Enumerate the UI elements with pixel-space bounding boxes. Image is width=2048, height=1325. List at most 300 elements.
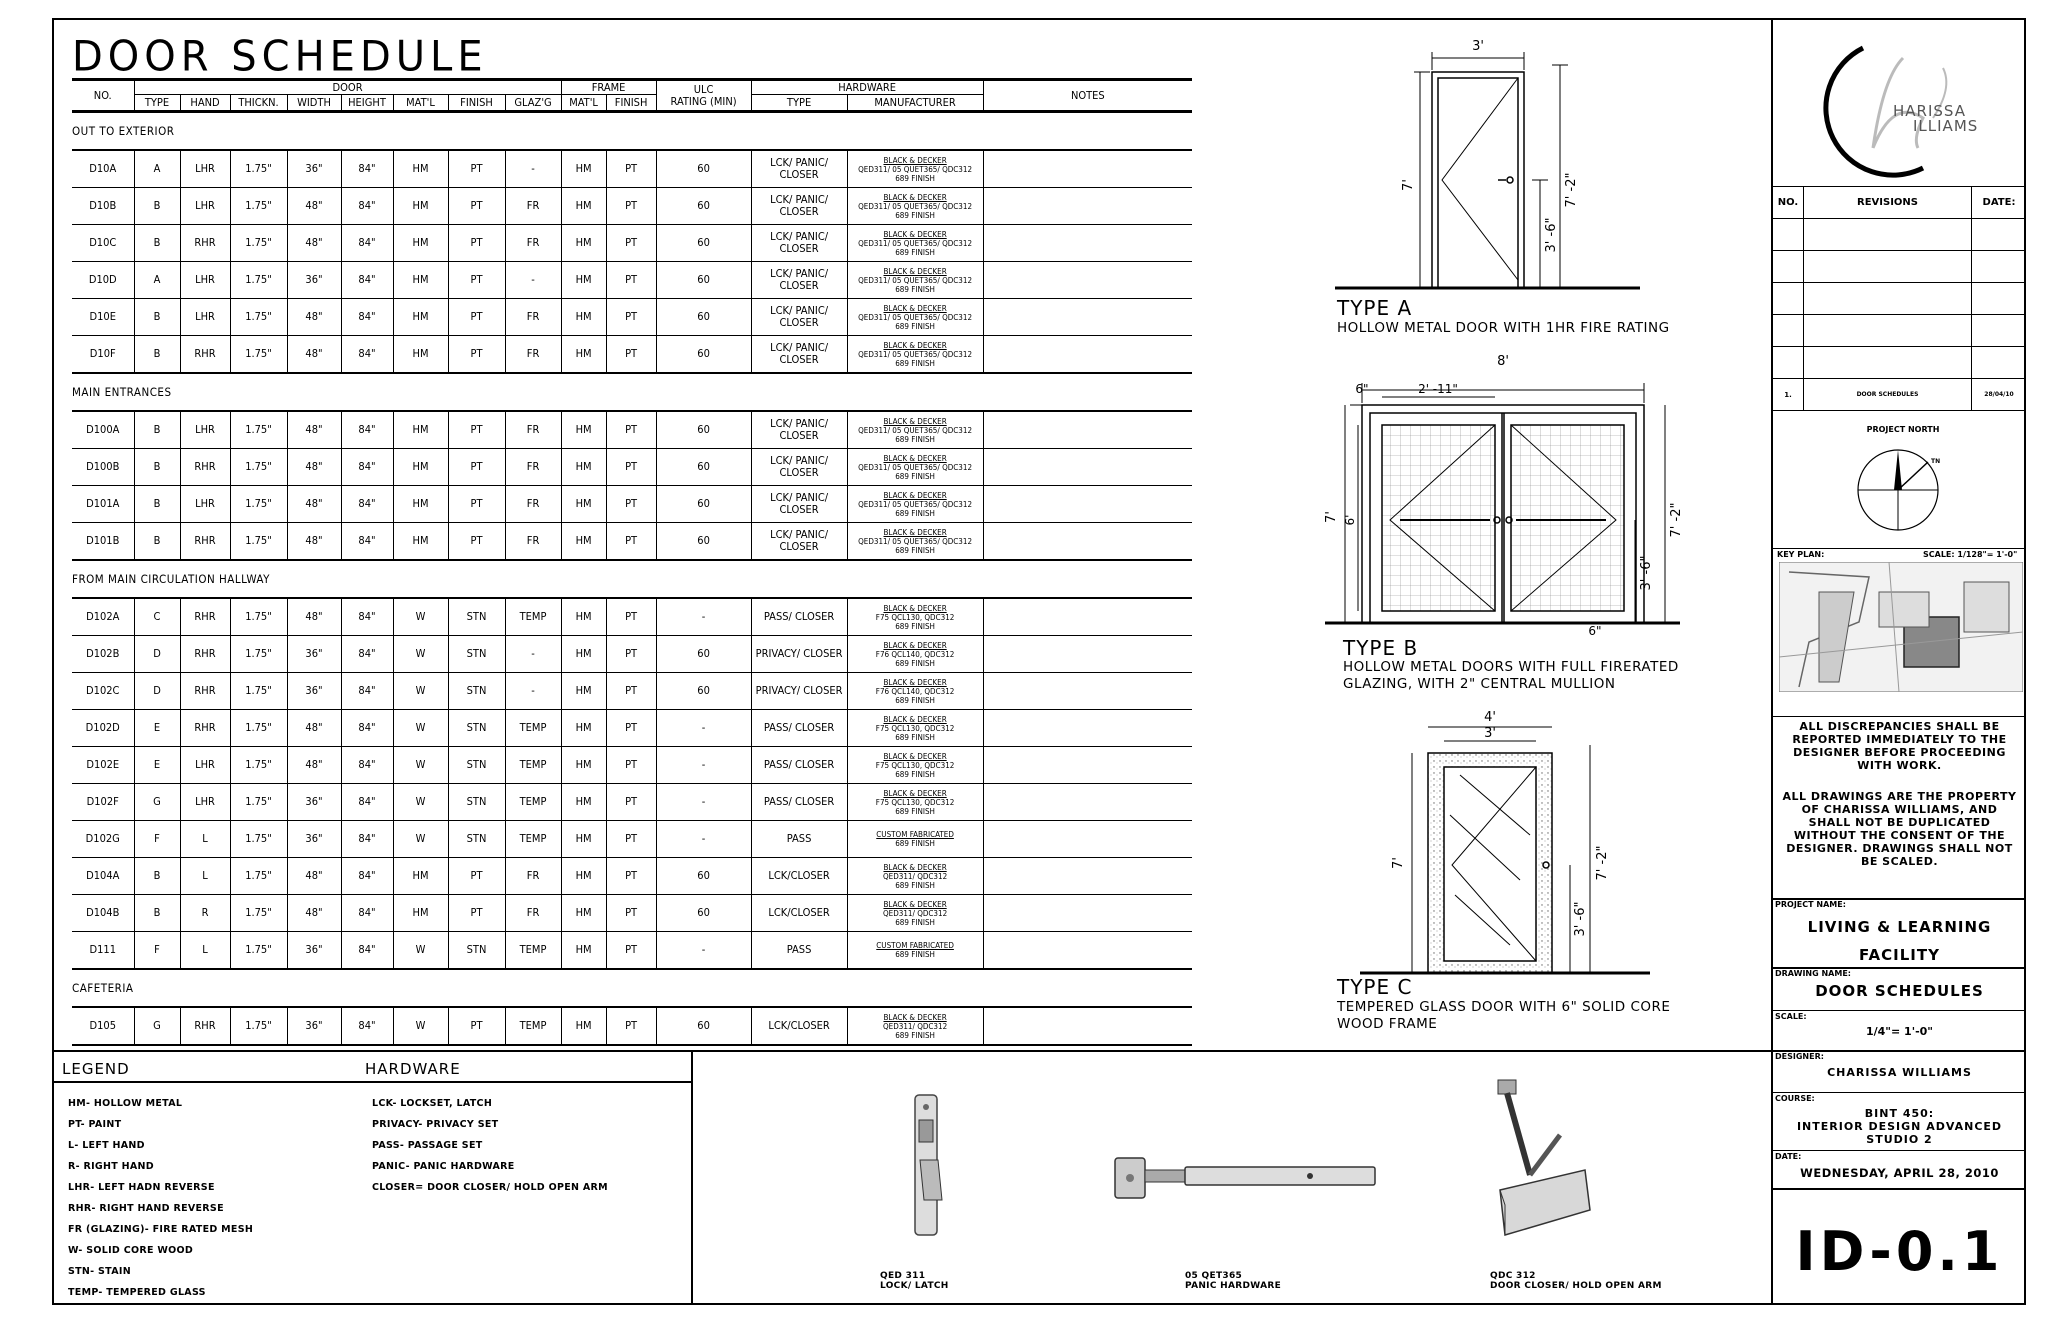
cell: -	[656, 747, 751, 784]
manufacturer-line: 689 FINISH	[895, 545, 935, 555]
title-block	[1771, 20, 2026, 1303]
cell: STN	[448, 932, 505, 970]
cell: FR	[505, 486, 561, 523]
cell: 60	[656, 336, 751, 374]
cell: D10F	[72, 336, 134, 374]
section-heading: MAIN ENTRANCES	[72, 385, 172, 399]
cell: 84"	[341, 150, 393, 188]
cell: HM	[561, 895, 606, 932]
cell: LHR	[180, 299, 230, 336]
cell: D	[134, 636, 180, 673]
cell: D100B	[72, 449, 134, 486]
legend-item: R- RIGHT HAND	[68, 1161, 154, 1172]
logo-text-2: ILLIAMS	[1913, 117, 1979, 135]
cell: PT	[606, 1007, 656, 1045]
col-4: HEIGHT	[341, 95, 393, 112]
cell: B	[134, 449, 180, 486]
cell: PASS/ CLOSER	[751, 598, 847, 636]
notes-cell	[983, 598, 1192, 636]
hardware-legend-item: LCK- LOCKSET, LATCH	[372, 1098, 493, 1109]
manufacturer-line: QED311/ QDC312	[883, 908, 948, 918]
cell: 84"	[341, 858, 393, 895]
manufacturer-line: BLACK & DECKER	[883, 603, 947, 613]
type-a-frame-height-dim: 7' -2"	[1564, 172, 1579, 208]
cell: PASS/ CLOSER	[751, 784, 847, 821]
cell: LCK/ PANIC/ CLOSER	[751, 411, 847, 449]
table-row	[72, 932, 1192, 970]
cell: 60	[656, 523, 751, 561]
manufacturer-line: QED311/ 05 QUET365/ QDC312	[858, 201, 973, 211]
table-row	[72, 188, 1192, 225]
rev-no-header: NO.	[1773, 187, 1804, 219]
manufacturer-line: QED311/ 05 QUET365/ QDC312	[858, 349, 973, 359]
cell: FR	[505, 858, 561, 895]
cell: 36"	[287, 673, 341, 710]
cell: 1.75"	[230, 895, 287, 932]
manufacturer-line: BLACK & DECKER	[883, 453, 947, 463]
cell: LHR	[180, 486, 230, 523]
legend-item: W- SOLID CORE WOOD	[68, 1245, 194, 1256]
notes-cell	[983, 449, 1192, 486]
table-row	[72, 858, 1192, 895]
cell: LCK/CLOSER	[751, 858, 847, 895]
notes-cell	[983, 784, 1192, 821]
legend-divider	[691, 1050, 693, 1304]
notes-cell	[983, 710, 1192, 747]
manufacturer-line: F75 QCL130, QDC312	[875, 612, 955, 622]
cell: W	[393, 710, 448, 747]
notes-cell	[983, 895, 1192, 932]
cell: 36"	[287, 636, 341, 673]
manufacturer-line: BLACK & DECKER	[883, 640, 947, 650]
cell: LCK/ PANIC/ CLOSER	[751, 225, 847, 262]
cell: HM	[561, 673, 606, 710]
cell: 48"	[287, 336, 341, 374]
cell: PT	[448, 895, 505, 932]
cell: 1.75"	[230, 411, 287, 449]
cell: D10D	[72, 262, 134, 299]
notes-cell	[983, 932, 1192, 970]
manufacturer-line: QED311/ 05 QUET365/ QDC312	[858, 275, 973, 285]
cell: HM	[393, 449, 448, 486]
legend-item: RHR- RIGHT HAND REVERSE	[68, 1203, 224, 1214]
col-ulc	[656, 80, 751, 112]
cell: HM	[561, 486, 606, 523]
rev-title-header: REVISIONS	[1804, 187, 1972, 219]
rev-entry-date: 28/04/10	[1972, 379, 2027, 411]
cell: LHR	[180, 262, 230, 299]
cell: HM	[561, 225, 606, 262]
legend-item: STN- STAIN	[68, 1266, 131, 1277]
cell: B	[134, 299, 180, 336]
manufacturer-line: BLACK & DECKER	[883, 155, 947, 165]
manufacturer-cell	[847, 449, 983, 486]
designer-label: DESIGNER:	[1775, 1052, 1824, 1061]
manufacturer-line: F75 QCL130, QDC312	[875, 723, 955, 733]
cell: HM	[393, 262, 448, 299]
cell: HM	[561, 858, 606, 895]
cell: W	[393, 1007, 448, 1045]
product-name: DOOR CLOSER/ HOLD OPEN ARM	[1490, 1281, 1662, 1291]
cell: LCK/CLOSER	[751, 1007, 847, 1045]
cell: FR	[505, 299, 561, 336]
manufacturer-line: QED311/ 05 QUET365/ QDC312	[858, 425, 973, 435]
discrepancy-notice: ALL DISCREPANCIES SHALL BE REPORTED IMMEDIATELY TO THE DESIGNER BEFORE PROCEEDING WITH WORK.	[1792, 720, 2007, 772]
manufacturer-cell	[847, 858, 983, 895]
cell: D101A	[72, 486, 134, 523]
cell: D102A	[72, 598, 134, 636]
cell: LHR	[180, 784, 230, 821]
col-group-hardware: HARDWARE	[751, 80, 983, 95]
door-closer-image	[1490, 1075, 1600, 1245]
type-a-title: TYPE A	[1337, 296, 1413, 320]
type-c-height-dim: 7'	[1391, 857, 1406, 869]
cell: D10A	[72, 150, 134, 188]
cell: 84"	[341, 1007, 393, 1045]
type-c-width-dim: 4'	[1484, 710, 1496, 725]
course-code: BINT 450:	[1864, 1107, 1935, 1120]
col-group-frame: FRAME	[561, 80, 656, 95]
cell: 84"	[341, 411, 393, 449]
cell: FR	[505, 523, 561, 561]
cell: W	[393, 598, 448, 636]
manufacturer-cell	[847, 150, 983, 188]
notes-cell	[983, 673, 1192, 710]
cell: 1.75"	[230, 673, 287, 710]
cell: 1.75"	[230, 784, 287, 821]
product-caption	[1185, 1271, 1281, 1291]
cell: -	[656, 784, 751, 821]
type-b-title: TYPE B	[1343, 636, 1419, 660]
scale-value: 1/4"= 1'-0"	[1865, 1025, 1934, 1038]
cell: PT	[448, 262, 505, 299]
manufacturer-line: BLACK & DECKER	[883, 266, 947, 276]
cell: 1.75"	[230, 299, 287, 336]
manufacturer-line: BLACK & DECKER	[883, 788, 947, 798]
manufacturer-cell	[847, 598, 983, 636]
product-code: 05 QET365	[1185, 1271, 1243, 1281]
type-b-hardware-height-dim: 3' -6"	[1639, 555, 1654, 591]
manufacturer-line: 689 FINISH	[895, 695, 935, 705]
manufacturer-cell	[847, 523, 983, 561]
cell: STN	[448, 784, 505, 821]
cell: PT	[606, 895, 656, 932]
cell: 1.75"	[230, 486, 287, 523]
product-name: PANIC HARDWARE	[1185, 1281, 1282, 1291]
manufacturer-line: F75 QCL130, QDC312	[875, 797, 955, 807]
cell: PASS	[751, 821, 847, 858]
cell: PT	[606, 299, 656, 336]
cell: HM	[561, 747, 606, 784]
manufacturer-cell	[847, 710, 983, 747]
cell: LCK/ PANIC/ CLOSER	[751, 262, 847, 299]
cell: 48"	[287, 895, 341, 932]
cell: FR	[505, 449, 561, 486]
cell: PT	[606, 188, 656, 225]
ulc-label: ULC	[693, 82, 714, 96]
cell: 1.75"	[230, 858, 287, 895]
cell: G	[134, 784, 180, 821]
project-name-label: PROJECT NAME:	[1775, 900, 1846, 909]
cell: W	[393, 673, 448, 710]
table-row	[72, 486, 1192, 523]
cell: LCK/ PANIC/ CLOSER	[751, 486, 847, 523]
cell: RHR	[180, 710, 230, 747]
manufacturer-cell	[847, 784, 983, 821]
cell: 84"	[341, 262, 393, 299]
manufacturer-line: BLACK & DECKER	[883, 899, 947, 909]
cell: B	[134, 411, 180, 449]
legend-item: PT- PAINT	[68, 1119, 122, 1130]
manufacturer-line: 689 FINISH	[895, 621, 935, 631]
logo-text-1: HARISSA	[1893, 102, 1966, 120]
manufacturer-cell	[847, 821, 983, 858]
project-name: LIVING & LEARNING FACILITY	[1807, 918, 1992, 964]
cell: 60	[656, 673, 751, 710]
manufacturer-line: CUSTOM FABRICATED	[876, 941, 954, 950]
panic-hardware-image	[1110, 1150, 1380, 1210]
type-a-description: HOLLOW METAL DOOR WITH 1HR FIRE RATING	[1337, 320, 1670, 336]
cell: 60	[656, 1007, 751, 1045]
cell: LCK/ PANIC/ CLOSER	[751, 336, 847, 374]
hardware-legend-item: PRIVACY- PRIVACY SET	[372, 1119, 499, 1130]
cell: LHR	[180, 150, 230, 188]
manufacturer-cell	[847, 411, 983, 449]
hardware-legend-item: PANIC- PANIC HARDWARE	[372, 1161, 515, 1172]
cell: -	[505, 262, 561, 299]
cell: HM	[561, 523, 606, 561]
cell: D105	[72, 1007, 134, 1045]
manufacturer-line: 689 FINISH	[895, 658, 935, 668]
col-0: TYPE	[134, 95, 180, 112]
cell: 84"	[341, 895, 393, 932]
cell: HM	[561, 188, 606, 225]
lock-latch-image	[900, 1090, 960, 1240]
cell: PT	[606, 710, 656, 747]
cell: PT	[448, 150, 505, 188]
product-code: QDC 312	[1490, 1271, 1536, 1281]
date-value: WEDNESDAY, APRIL 28, 2010	[1800, 1166, 1999, 1180]
cell: HM	[393, 895, 448, 932]
notes-cell	[983, 636, 1192, 673]
manufacturer-line: 689 FINISH	[895, 917, 935, 927]
cell: 84"	[341, 673, 393, 710]
cell: B	[134, 895, 180, 932]
cell: 60	[656, 486, 751, 523]
cell: PASS	[751, 932, 847, 970]
cell: PT	[606, 523, 656, 561]
type-b-bottom-dim: 6"	[1588, 624, 1602, 635]
cell: W	[393, 747, 448, 784]
cell: PASS/ CLOSER	[751, 747, 847, 784]
cell: 48"	[287, 449, 341, 486]
type-a-hardware-height-dim: 3' -6"	[1544, 217, 1559, 253]
cell: 48"	[287, 598, 341, 636]
sheet-number: ID-0.1	[1795, 1220, 2004, 1283]
cell: W	[393, 784, 448, 821]
cell: LCK/CLOSER	[751, 895, 847, 932]
cell: PT	[448, 523, 505, 561]
manufacturer-line: CUSTOM FABRICATED	[876, 830, 954, 839]
cell: LCK/ PANIC/ CLOSER	[751, 299, 847, 336]
cell: HM	[561, 710, 606, 747]
drawing-name: DOOR SCHEDULES	[1815, 982, 1984, 1000]
notes-cell	[983, 1007, 1192, 1045]
table-row	[72, 895, 1192, 932]
type-b-frame-height-dim: 7' -2"	[1669, 502, 1684, 538]
cell: 48"	[287, 188, 341, 225]
cell: 48"	[287, 747, 341, 784]
manufacturer-line: 689 FINISH	[895, 471, 935, 481]
notes-cell	[983, 336, 1192, 374]
cell: RHR	[180, 1007, 230, 1045]
true-north-label: TN	[1931, 458, 1941, 465]
manufacturer-line: BLACK & DECKER	[883, 527, 947, 537]
table-row	[72, 523, 1192, 561]
manufacturer-line: BLACK & DECKER	[883, 229, 947, 239]
cell: 1.75"	[230, 225, 287, 262]
cell: PT	[606, 411, 656, 449]
cell: E	[134, 747, 180, 784]
cell: HM	[561, 449, 606, 486]
cell: 84"	[341, 747, 393, 784]
cell: HM	[561, 1007, 606, 1045]
cell: -	[505, 150, 561, 188]
cell: HM	[393, 150, 448, 188]
cell: 84"	[341, 188, 393, 225]
manufacturer-line: F75 QCL130, QDC312	[875, 760, 955, 770]
cell: HM	[561, 784, 606, 821]
manufacturer-line: QED311/ 05 QUET365/ QDC312	[858, 462, 973, 472]
cell: D111	[72, 932, 134, 970]
cell: RHR	[180, 225, 230, 262]
type-a-elevation	[1330, 30, 1650, 290]
notes-cell	[983, 486, 1192, 523]
manufacturer-cell	[847, 336, 983, 374]
cell: PT	[606, 821, 656, 858]
cell: B	[134, 225, 180, 262]
col-1: HAND	[180, 95, 230, 112]
cell: B	[134, 486, 180, 523]
type-b-leaf-dim: 2' -11"	[1418, 382, 1458, 396]
cell: B	[134, 188, 180, 225]
manufacturer-cell	[847, 895, 983, 932]
cell: 48"	[287, 486, 341, 523]
table-row	[72, 673, 1192, 710]
cell: 1.75"	[230, 150, 287, 188]
legend-header-rule	[52, 1081, 691, 1083]
cell: 60	[656, 150, 751, 188]
cell: PT	[606, 673, 656, 710]
type-c-title: TYPE C	[1337, 975, 1413, 999]
cell: 48"	[287, 523, 341, 561]
manufacturer-line: BLACK & DECKER	[883, 677, 947, 687]
cell: HM	[561, 299, 606, 336]
legend-title: LEGEND	[62, 1060, 130, 1078]
cell: PT	[606, 449, 656, 486]
scale-rule	[1773, 1010, 2026, 1011]
cell: 48"	[287, 411, 341, 449]
cell: TEMP	[505, 747, 561, 784]
drawing-name-label: DRAWING NAME:	[1775, 969, 1851, 978]
key-plan-map	[1779, 562, 2023, 692]
cell: LCK/ PANIC/ CLOSER	[751, 449, 847, 486]
manufacturer-line: QED311/ QDC312	[883, 871, 948, 881]
cell: 60	[656, 636, 751, 673]
manufacturer-line: QED311/ 05 QUET365/ QDC312	[858, 164, 973, 174]
cell: 84"	[341, 523, 393, 561]
cell: W	[393, 821, 448, 858]
cell: PT	[448, 486, 505, 523]
cell: 60	[656, 411, 751, 449]
cell: STN	[448, 673, 505, 710]
manufacturer-line: 689 FINISH	[895, 880, 935, 890]
cell: 84"	[341, 336, 393, 374]
cell: -	[656, 710, 751, 747]
type-b-width-dim: 8'	[1497, 354, 1509, 369]
cell: 84"	[341, 932, 393, 970]
cell: -	[656, 598, 751, 636]
cell: 36"	[287, 821, 341, 858]
course-title: INTERIOR DESIGN ADVANCED	[1796, 1120, 2003, 1133]
type-b-description: HOLLOW METAL DOORS WITH FULL FIRERATED GLAZING, WITH 2" CENTRAL MULLION	[1343, 659, 1679, 692]
cell: 84"	[341, 821, 393, 858]
table-row	[72, 411, 1192, 449]
cell: 1.75"	[230, 336, 287, 374]
cell: D102B	[72, 636, 134, 673]
manufacturer-cell	[847, 299, 983, 336]
manufacturer-line: BLACK & DECKER	[883, 490, 947, 500]
sheet-rule	[1773, 1188, 2026, 1190]
table-row	[72, 336, 1192, 374]
cell: -	[505, 636, 561, 673]
manufacturer-line: 689 FINISH	[895, 1030, 935, 1040]
col-notes: NOTES	[983, 80, 1192, 112]
cell: RHR	[180, 523, 230, 561]
cell: 60	[656, 858, 751, 895]
legend-item: TEMP- TEMPERED GLASS	[68, 1287, 206, 1298]
cell: B	[134, 336, 180, 374]
cell: PT	[606, 598, 656, 636]
cell: 48"	[287, 710, 341, 747]
manufacturer-line: QED311/ 05 QUET365/ QDC312	[858, 238, 973, 248]
col-hw-type: TYPE	[751, 95, 847, 112]
cell: 1.75"	[230, 636, 287, 673]
cell: HM	[561, 411, 606, 449]
keyplan-rule	[1773, 548, 2026, 549]
cell: PRIVACY/ CLOSER	[751, 673, 847, 710]
cell: 36"	[287, 1007, 341, 1045]
cell: D101B	[72, 523, 134, 561]
rev-date-header: DATE:	[1972, 187, 2027, 219]
manufacturer-line: 689 FINISH	[895, 434, 935, 444]
table-row	[72, 150, 1192, 188]
cell: 84"	[341, 710, 393, 747]
cell: 84"	[341, 598, 393, 636]
manufacturer-line: BLACK & DECKER	[883, 1012, 947, 1022]
manufacturer-line: 689 FINISH	[895, 284, 935, 294]
cell: PT	[448, 188, 505, 225]
cell: F	[134, 821, 180, 858]
cell: STN	[448, 636, 505, 673]
notes-cell	[983, 821, 1192, 858]
manufacturer-line: BLACK & DECKER	[883, 303, 947, 313]
manufacturer-cell	[847, 486, 983, 523]
table-row	[72, 262, 1192, 299]
rev-entry-desc: DOOR SCHEDULES	[1804, 379, 1972, 411]
date-rule	[1773, 1150, 2026, 1151]
manufacturer-line: QED311/ 05 QUET365/ QDC312	[858, 499, 973, 509]
